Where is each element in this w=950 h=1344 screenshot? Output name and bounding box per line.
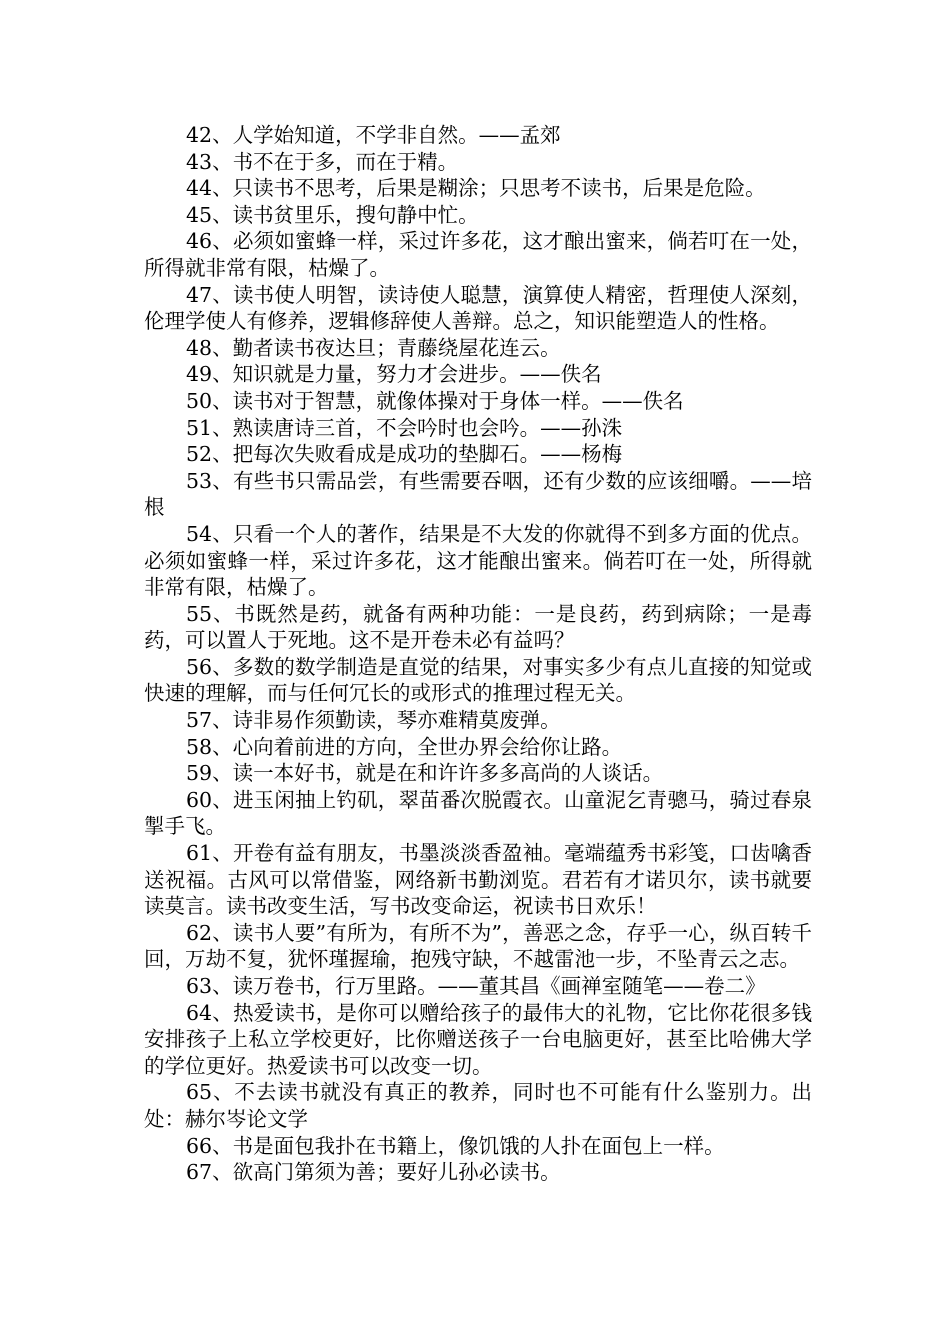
quote-52: 52、把每次失败看成是成功的垫脚石。——杨梅	[186, 442, 623, 467]
quote-51: 51、熟读唐诗三首，不会吟时也会吟。——孙洙	[186, 415, 623, 440]
quote-47: 47、读书使人明智，读诗使人聪慧，演算使人精密，哲理使人深刻，伦理学使人有修养，逻辑修辞使人善辩。总之，知识能塑造人的性格。	[144, 282, 812, 334]
quote-46: 46、必须如蜜蜂一样，采过许多花，这才酿出蜜来，倘若叮在一处，所得就非常有限，枯燥了。	[144, 229, 812, 280]
quote-61: 61、开卷有益有朋友，书墨淡淡香盈袖。毫端蕴秀书彩笺，口齿噙香送祝福。古风可以常借鉴，网络新书勤浏览。君若有才诺贝尔，读书就要读莫言。读书改变生活，写书改变命运，祝读书日欢乐！	[144, 841, 812, 919]
quote-62: 62、读书人要”有所为，有所不为”，善恶之念，存乎一心，纵百转千回，万劫不复，犹怀瑾握瑜，抱残守缺，不越雷池一步，不坠青云之志。	[144, 920, 812, 972]
quote-65: 65、不去读书就没有真正的教养，同时也不可能有什么鉴别力。出处：赫尔岑论文学	[144, 1080, 812, 1131]
quote-50: 50、读书对于智慧，就像体操对于身体一样。——佚名	[186, 388, 684, 413]
quote-64: 64、热爱读书，是你可以赠给孩子的最伟大的礼物，它比你花很多钱安排孩子上私立学校更好，比你赠送孩子一台电脑更好，甚至比哈佛大学的学位更好。热爱读书可以改变一切。	[144, 1000, 812, 1078]
quote-48: 48、勤者读书夜达旦；青藤绕屋花连云。	[186, 335, 561, 360]
quote-44: 44、只读书不思考，后果是糊涂；只思考不读书，后果是危险。	[186, 176, 766, 201]
quote-43: 43、书不在于多，而在于精。	[186, 149, 459, 174]
quote-58: 58、心向着前进的方向，全世办界会给你让路。	[186, 734, 623, 759]
quote-56: 56、多数的数学制造是直觉的结果，对事实多少有点儿直接的知觉或快速的理解，而与任何冗长的或形式的推理过程无关。	[144, 654, 812, 706]
quote-53: 53、有些书只需品尝，有些需要吞咽，还有少数的应该细嚼。——培根	[144, 468, 812, 520]
quote-45: 45、读书贫里乐，搜句静中忙。	[186, 202, 479, 227]
quote-59: 59、读一本好书，就是在和许许多多高尚的人谈话。	[186, 761, 664, 786]
quote-63: 63、读万卷书，行万里路。——董其昌《画禅室随笔——卷二》	[186, 974, 766, 998]
quote-54: 54、只看一个人的著作，结果是不大发的你就得不到多方面的优点。必须如蜜蜂一样，采过许多花，这才能酿出蜜来。倘若叮在一处，所得就非常有限，枯燥了。	[144, 521, 812, 600]
quote-list	[144, 122, 812, 1186]
quote-49: 49、知识就是力量，努力才会进步。——佚名	[186, 362, 602, 387]
quote-60: 60、进玉闲抽上钓矶，翠苗番次脱霞衣。山童泥乞青骢马，骑过春泉掣手飞。	[144, 787, 812, 839]
quote-55: 55、书既然是药，就备有两种功能：一是良药，药到病除；一是毒药，可以置人于死地。这不是开卷未必有益吗？	[144, 601, 812, 653]
quote-67: 67、欲高门第须为善；要好儿孙必读书。	[186, 1160, 561, 1185]
quote-66: 66、书是面包我扑在书籍上，像饥饿的人扑在面包上一样。	[186, 1133, 725, 1158]
quote-42: 42、人学始知道，不学非自然。——孟郊	[186, 123, 561, 147]
quote-57: 57、诗非易作须勤读，琴亦难精莫废弹。	[186, 708, 561, 733]
